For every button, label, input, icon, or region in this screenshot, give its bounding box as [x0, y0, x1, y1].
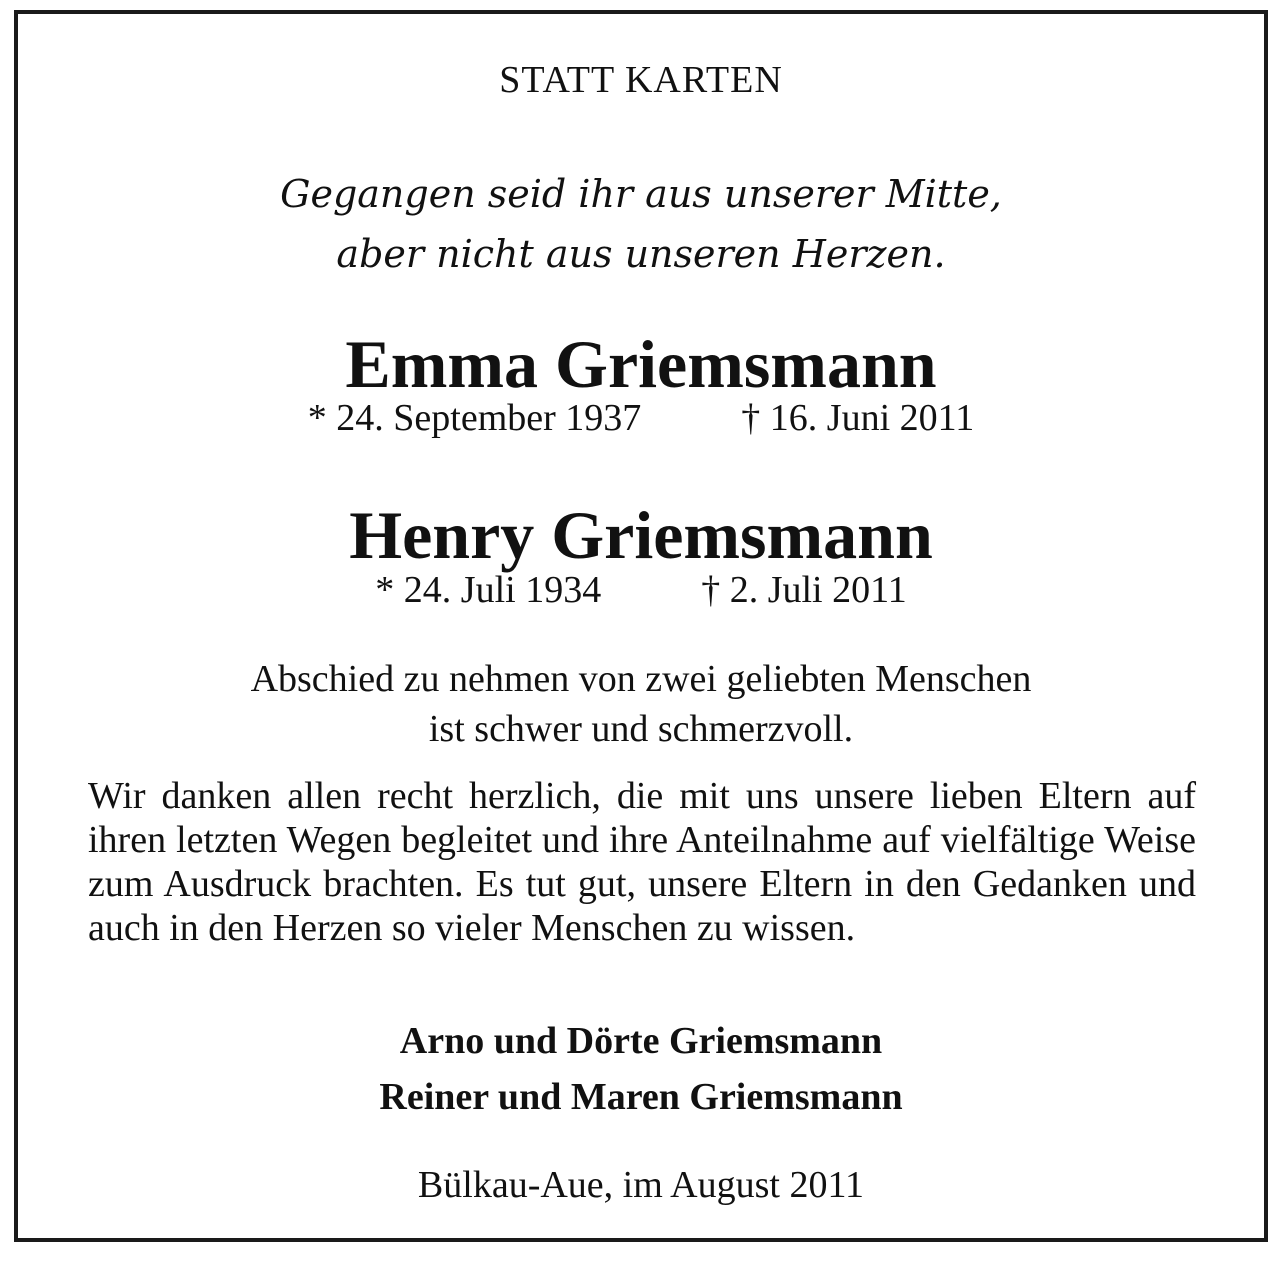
life-dates-henry [18, 568, 1264, 612]
deceased-name-henry: Henry Griemsmann [349, 497, 933, 573]
notice-header: STATT KARTEN [499, 59, 783, 101]
motto-line-1: Gegangen seid ihr aus unserer Mitte, [280, 172, 1002, 216]
obituary-notice [14, 10, 1268, 1242]
deceased-name-emma: Emma Griemsmann [345, 326, 937, 402]
thanks-text: Wir danken allen recht herzlich, die mit uns unsere lieben Eltern auf ihren letzten Wegen begleitet und ihre Anteilnahme auf vielfältige Weise zum Ausdruck brachten. Es tut gut, unsere Eltern in den Gedanken und auch in den Herzen so vieler Menschen zu wissen. [88, 775, 1196, 949]
motto-line-2: aber nicht aus unseren Herzen. [336, 232, 946, 276]
birth-date: * 24. Juli 1934 [375, 569, 602, 611]
life-dates-emma [18, 396, 1264, 440]
signature-reiner-maren: Reiner und Maren Griemsmann [379, 1076, 903, 1118]
death-date: † 16. Juni 2011 [741, 397, 975, 439]
place-and-date: Bülkau-Aue, im August 2011 [417, 1164, 865, 1206]
thanks-paragraph [88, 774, 1196, 950]
farewell-line-1: Abschied zu nehmen von zwei geliebten Menschen [250, 658, 1032, 700]
birth-date: * 24. September 1937 [307, 397, 642, 439]
signature-arno-doerte: Arno und Dörte Griemsmann [399, 1020, 883, 1062]
farewell-line-2: ist schwer und schmerzvoll. [428, 708, 854, 750]
death-date: † 2. Juli 2011 [701, 569, 907, 611]
